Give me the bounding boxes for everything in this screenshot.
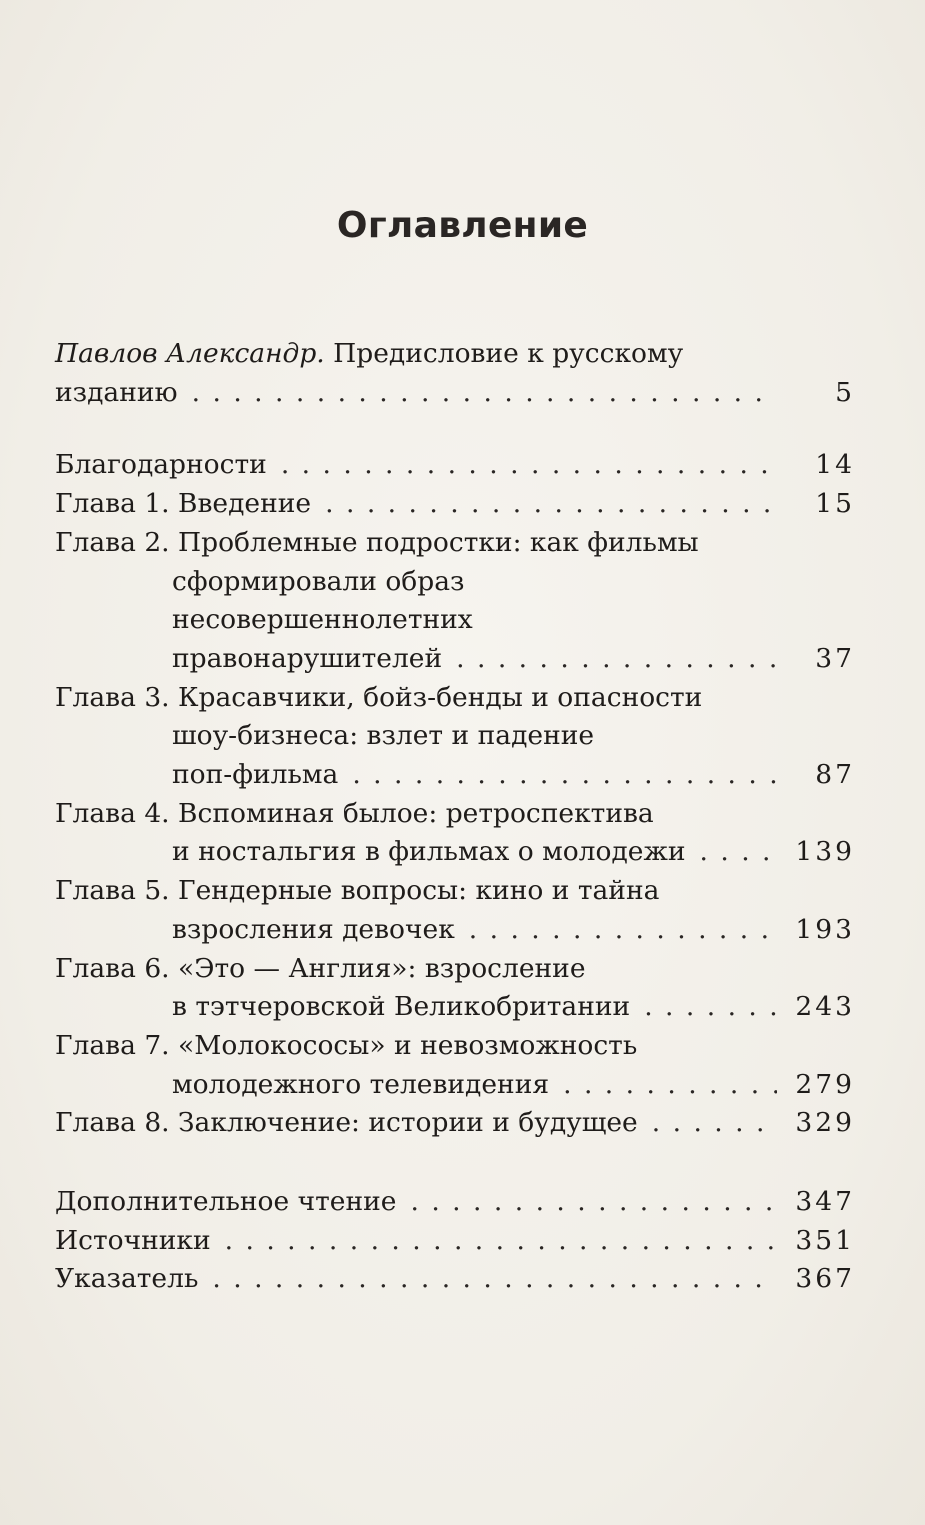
page-number: 15 bbox=[815, 488, 855, 520]
dot-leader bbox=[644, 988, 777, 1027]
page-number: 37 bbox=[815, 642, 855, 674]
back-matter-list bbox=[55, 1183, 855, 1299]
foreword-title-line2: изданию bbox=[55, 376, 178, 408]
dot-leader bbox=[456, 640, 777, 679]
entry-title-line: несовершеннолетних bbox=[172, 604, 473, 636]
toc-back-entry-1 bbox=[55, 1183, 855, 1222]
entry-title-line: Благодарности bbox=[55, 449, 267, 481]
entry-title-line: Глава 1. Введение bbox=[55, 488, 312, 520]
entry-title-line: поп-фильма bbox=[172, 759, 339, 791]
entry-title-line: молодежного телевидения bbox=[172, 1068, 550, 1100]
toc-entry-7 bbox=[55, 950, 855, 1027]
entry-title-line: Глава 7. «Молокососы» и невозможность bbox=[55, 1029, 638, 1061]
entry-title-line: правонарушителей bbox=[172, 642, 443, 674]
foreword-title-line1: Предисловие к русскому bbox=[324, 338, 684, 369]
dot-leader bbox=[212, 1260, 777, 1299]
page-number: 5 bbox=[835, 376, 855, 408]
page-number: 243 bbox=[795, 991, 855, 1023]
entry-title-line: Глава 3. Красавчики, бойз-бенды и опасности bbox=[55, 681, 703, 713]
chapter-list bbox=[55, 446, 855, 1143]
entry-title-line: Источники bbox=[55, 1224, 211, 1256]
table-of-contents bbox=[55, 335, 855, 1299]
entry-title-line: шоу-бизнеса: взлет и падение bbox=[172, 720, 595, 752]
dot-leader bbox=[281, 446, 777, 485]
dot-leader bbox=[192, 374, 777, 413]
dot-leader bbox=[352, 756, 777, 795]
entry-title-line: Указатель bbox=[55, 1263, 199, 1295]
toc-back-entry-3 bbox=[55, 1260, 855, 1299]
entry-title-line: взросления девочек bbox=[172, 913, 455, 945]
spacer bbox=[55, 412, 855, 446]
page-number: 14 bbox=[815, 449, 855, 481]
toc-back-entry-2 bbox=[55, 1222, 855, 1261]
page-number: 351 bbox=[795, 1224, 855, 1256]
page-number: 139 bbox=[795, 836, 855, 868]
foreword-author: Павлов Александр. bbox=[55, 338, 325, 369]
dot-leader bbox=[410, 1183, 777, 1222]
toc-entry-foreword bbox=[55, 335, 855, 412]
entry-title-line: Глава 5. Гендерные вопросы: кино и тайна bbox=[55, 875, 660, 907]
page-number: 279 bbox=[795, 1068, 855, 1100]
toc-entry-5 bbox=[55, 795, 855, 872]
toc-entry-2 bbox=[55, 485, 855, 524]
toc-entry-6 bbox=[55, 872, 855, 949]
page-number: 329 bbox=[795, 1107, 855, 1139]
dot-leader bbox=[469, 911, 777, 950]
entry-title-line: Глава 2. Проблемные подростки: как фильмы bbox=[55, 526, 699, 558]
page-number: 193 bbox=[795, 913, 855, 945]
entry-title-line: Глава 8. Заключение: истории и будущее bbox=[55, 1107, 638, 1139]
toc-entry-8 bbox=[55, 1027, 855, 1104]
page-number: 87 bbox=[815, 759, 855, 791]
dot-leader bbox=[652, 1104, 777, 1143]
toc-entry-4 bbox=[55, 679, 855, 795]
entry-title-line: и ностальгия в фильмах о молодежи bbox=[172, 836, 686, 868]
page-number: 367 bbox=[795, 1263, 855, 1295]
toc-entry-3 bbox=[55, 524, 855, 679]
entry-title-line: Дополнительное чтение bbox=[55, 1186, 397, 1218]
dot-leader bbox=[225, 1222, 777, 1261]
page-title: Оглавление bbox=[336, 205, 589, 246]
entry-title-line: сформировали образ bbox=[172, 565, 465, 597]
entry-title-line: в тэтчеровской Великобритании bbox=[172, 991, 631, 1023]
toc-entry-9 bbox=[55, 1104, 855, 1143]
entry-title-line: Глава 6. «Это — Англия»: взросление bbox=[55, 952, 586, 984]
dot-leader bbox=[325, 485, 777, 524]
dot-leader bbox=[700, 833, 777, 872]
entry-title-line: Глава 4. Вспоминая былое: ретроспектива bbox=[55, 797, 654, 829]
toc-entry-1 bbox=[55, 446, 855, 485]
page-number: 347 bbox=[795, 1186, 855, 1218]
spacer bbox=[55, 1143, 855, 1183]
dot-leader bbox=[563, 1066, 777, 1105]
